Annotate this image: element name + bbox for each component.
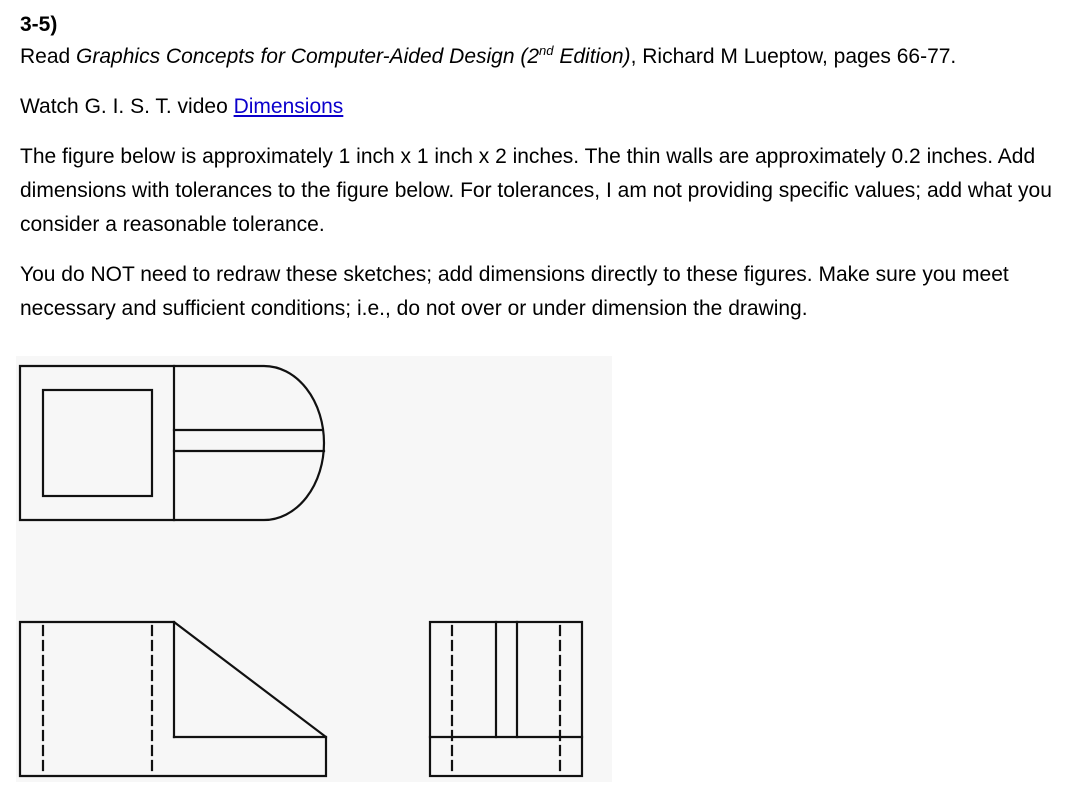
- reading-prefix: Read: [20, 45, 77, 68]
- reading-rest: , Richard M Lueptow, pages 66-77.: [630, 45, 957, 68]
- top-view-inner-square: [43, 390, 152, 496]
- instruction-paragraph-1: The figure below is approximately 1 inch x 1 inch x 2 inches. The thin walls are approximately 0.2 inches. Add dimensions with tolerances to the figure below. For tolerances, I am not providing specific values; add what you consider a reasonable tolerance.: [20, 145, 1052, 236]
- edition-superscript: nd: [539, 43, 554, 58]
- video-prefix: Watch G. I. S. T. video: [20, 95, 234, 118]
- problem-number: 3-5): [20, 13, 58, 36]
- instruction-paragraph-2: You do NOT need to redraw these sketches; add dimensions directly to these figures. Make sure you meet necessary and sufficient conditions; i.e., do not over or under dimension the drawing.: [20, 263, 1009, 320]
- top-view: [20, 366, 324, 520]
- dimensions-video-link[interactable]: Dimensions: [233, 95, 344, 118]
- book-title: Graphics Concepts for Computer-Aided Design (2nd Edition): [76, 43, 631, 68]
- side-view: [430, 622, 582, 776]
- front-view: [20, 622, 326, 776]
